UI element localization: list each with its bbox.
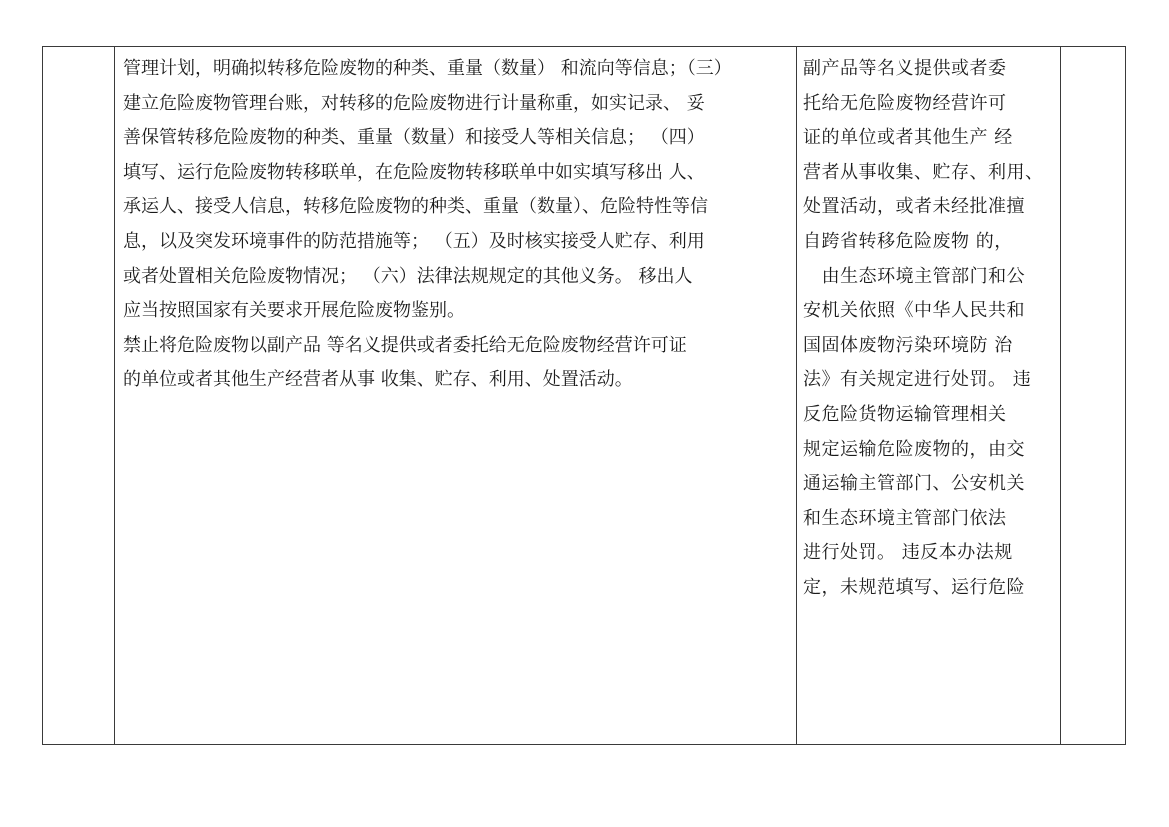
penalty-line: 规定运输危险废物的，由交 [803, 438, 1025, 460]
penalty-line: 进行处罚。 违反本办法规 [803, 542, 1013, 564]
penalty-line: 处置活动，或者未经批准擅 [803, 196, 1025, 218]
obligations-line: 善保管转移危险废物的种类、重量（数量）和接受人等相关信息； （四） [123, 127, 705, 149]
obligations-line: 或者处置相关危险废物情况； （六）法律法规规定的其他义务。 移出人 [123, 265, 693, 287]
penalty-line: 和生态环境主管部门依法 [803, 507, 1007, 529]
penalty-line: 通运输主管部门、公安机关 [803, 473, 1025, 495]
penalty-line: 反危险货物运输管理相关 [803, 403, 1007, 425]
obligations-line: 建立危险废物管理台账，对转移的危险废物进行计量称重，如实记录、 妥 [123, 92, 705, 114]
penalty-line: 营者从事收集、贮存、利用、 [803, 161, 1044, 183]
penalty-line: 定，未规范填写、运行危险 [803, 576, 1025, 598]
penalty-cell [803, 52, 1059, 606]
penalty-line: 副产品等名义提供或者委 [803, 58, 1007, 79]
penalty-line: 法》有关规定进行处罚。 违 [803, 369, 1032, 391]
penalty-line: 证的单位或者其他生产 经 [803, 127, 1013, 149]
penalty-line: 安机关依照《中华人民共和 [803, 300, 1025, 322]
penalty-line: 自跨省转移危险废物 的， [803, 230, 1013, 252]
penalty-line: 由生态环境主管部门和公 [803, 265, 1026, 287]
obligations-line: 承运人、接受人信息，转移危险废物的种类、重量（数量）、危险特性等信 [123, 196, 708, 218]
penalty-line: 国固体废物污染环境防 治 [803, 334, 1013, 356]
prohibition-line: 的单位或者其他生产经营者从事 收集、贮存、利用、处置活动。 [123, 369, 633, 391]
obligations-line: 填写、运行危险废物转移联单，在危险废物转移联单中如实填写移出 人、 [123, 161, 705, 183]
obligations-line: 应当按照国家有关要求开展危险废物鉴别。 [123, 300, 465, 322]
obligations-line: 息，以及突发环境事件的防范措施等； （五）及时核实接受人贮存、利用 [123, 230, 705, 252]
penalty-line: 托给无危险废物经营许可 [803, 92, 1007, 114]
regulation-table [42, 46, 1126, 745]
obligations-cell [123, 52, 799, 398]
column-divider-3 [1060, 47, 1061, 744]
column-divider-1 [114, 47, 115, 744]
obligations-line: 管理计划，明确拟转移危险废物的种类、重量（数量） 和流向等信息；（三） [123, 58, 732, 79]
prohibition-line: 禁止将危险废物以副产品 等名义提供或者委托给无危险废物经营许可证 [123, 334, 687, 356]
